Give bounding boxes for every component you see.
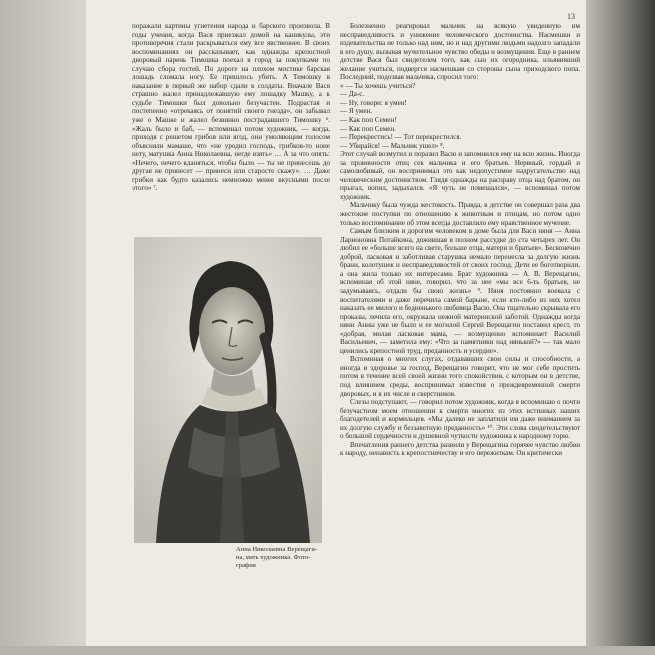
caption-line: Анна Николаевна Верещаги- (236, 546, 318, 553)
portrait-photograph (134, 237, 322, 543)
dialogue-line: — Перекрестись! — Тот перекрестился. (340, 133, 462, 142)
caption-line: графия (236, 561, 256, 569)
paragraph: Вспоминая о многих слугах, отдававших свои силы и способности, а иногда и здоровье за господ, Верещагин говорит, что не мог себе простить потом в течение всей своей жизни того спокойствия, с которым он в детстве, под влиянием среды, воспринимал известия о преждевременной смерти дворовых, и в их числе и сверстников. (340, 355, 580, 398)
portrait-caption (236, 546, 330, 569)
left-margin-shadow (0, 0, 86, 655)
dialogue-line: — Ну, говори: я умен! (340, 98, 407, 107)
page-edge-shadow (586, 0, 655, 655)
dialogue-line: — Убирайся! — Мальчик ушел» ⁸. (340, 141, 445, 150)
paragraph: Слезы подступают, — говорил потом художник, когда я вспоминаю о почти безучастном моем отношении к смерти многих из этих истинных наших благодетелей и кормильцев. «Мы далеко не заплатили им даже вниманием за их долгую службу и беззаветную преданность» ¹⁰. Эти слова свидетельствуют о большой сердечности и душевной чуткости художника к народному горю. (340, 398, 580, 441)
left-text-column (132, 22, 330, 193)
dialogue-line: — Как поп Семен! (340, 116, 397, 125)
paragraph: Этот случай возмутил и поразил Васю и запомнился ему на всю жизнь. Иногда за провинности отец сек мальчика и его братьев. Нервный, гордый и самолюбивый, он воспринимал это как недопустимое надругательство над человеческим достоинством. Глядя однажды на расправу отца над братом, он прыгал, вопил, задыхался. «Я чуть не помешался», — вспоминал потом художник. (340, 150, 580, 201)
portrait-image (134, 237, 322, 543)
paragraph: Впечатления раннего детства развили у Верещагина горячее чувство любви к народу, ненависть к крепостничеству и его пережиткам. Он критически (340, 440, 580, 458)
dialogue-line: — Да-с. (340, 90, 365, 99)
right-text-column (340, 22, 580, 458)
paragraph: Самым близким и дорогим человеком в доме была для Васи няня — Анна Ларионовна Потайкина, дожившая в полном рассудке до ста четырех лет. Он любил ее «больше всего на свете, больше отца, матери и братьев». Бесконечно доброй, ласковая и заботливая старушка немало перенесла за долгую жизнь брани, колотушек и несправедливостей от своих господ. Дети ее боготворили, а она жила только их интересами. Брат художника — А. В. Верещагин, вспоминая об этой няне, говорил, что за нее «мы все 6-ть братьев, не задумываясь, отдали бы свою жизнь» ⁹. Няня постоянно воевала с воспитателями и даже перечила самой барыне, если кто-либо из них хотел наказать ее милого и бедненького любимца Васю. Она тщательно скрывала его проказы, лечила его, окружала нежной материнской заботой. Однажды когда няни Анны уже не было и ее могилой Сергей Верещагин поставил крест, то «добрая, милая ласковая мама, — возмущенно вспоминает Василий Васильевич, — заметила ему: «Что за памятники над нянькой?» — так мало ценились крепостной труд, преданность и усердие». (340, 227, 580, 355)
paragraph: Мальчику была чужда жестокость. Правда, в детстве он совершал раза два жестокие поступки по отношению к животным и птицам, но потом одно только воспоминание об этом всегда доставляло ему нравственное мучение. (340, 201, 580, 227)
dialogue-line: — Я умен. (340, 107, 373, 116)
page-bottom-edge (0, 646, 655, 655)
caption-line: на, мать художника. Фото- (236, 553, 311, 561)
dialogue-line: — Как поп Семен. (340, 124, 396, 133)
paragraph: поражали картины угнетения народа и барского произвола. В годы учения, когда Вася приезжал домой на каникулы, эти противоречия стали раскрываться ему все явственнее. В своих воспоминаниях он рассказывает, как однажды крепостной дворовый парень Тимошка поехал в город за покупками по случаю сбора гостей. По дороге на плохом мостике барская лошадь сломала ногу. Ее пришлось убить. А Тимошку в наказание в первый же набор сдали в солдаты. Вначале Вася страшно жалел принадлежавшую ему лошадку Машку, а к судьбе Тимошки был довольно безучастен. Подрастая и постепенно «отрекаясь от понятий своего гнезда», он забывал уже о Машке и жалел безвинно пострадавшего Тимошку ⁶. «Жаль было и баб, — вспоминал потом художник, — когда, приходя с решетом грибов или ягод, они умоляющим голосом объясняли мамаше, что «не уродил господь, грибков-то ноне нету, матушка Анна Николаевна, негде взять» … А за что опять: «Нечего, нечего кланяться, чтобы было — ты не принесешь до другая не принесет — принеси или старосте скажу». … Даже грибки как будто казались немножко менее вкусными после этого» ⁷. (132, 22, 330, 193)
page-number: 13 (567, 12, 575, 21)
paragraph: Болезненно реагировал мальчик на всякую увиденную им несправедливость и унижение человеческого достоинства. Насмешки и издевательства не только над ним, но и над другими людьми надолго западали в его душу, вызывая мучительное чувство обиды и возмущения. Еще в раннем детстве Вася был свидетелем того, как сын их огородника, изъявивший желание учиться, подвергся насмешкам со стороны сына приходского попа. Последний, подозвав мальчика, спросил того: (340, 22, 580, 82)
dialogue-line: « — Ты хочешь учиться? (340, 81, 416, 90)
